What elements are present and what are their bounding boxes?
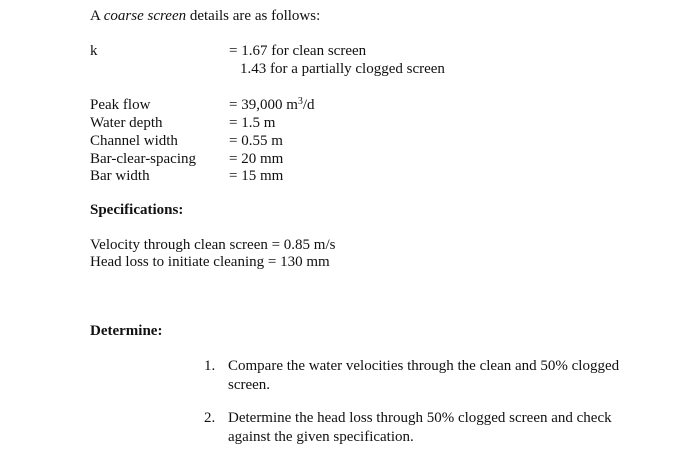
param-value: = 0.55 m xyxy=(229,133,283,149)
param-label: Bar width xyxy=(90,168,150,184)
k-value-clogged: 1.43 for a partially clogged screen xyxy=(240,61,445,77)
question-number: 2. xyxy=(204,410,216,426)
question-1 xyxy=(204,357,644,397)
specifications-heading: Specifications: xyxy=(90,202,184,218)
k-value-clean: = 1.67 for clean screen xyxy=(229,43,367,59)
intro-prefix: A xyxy=(90,8,104,24)
param-label: Water depth xyxy=(90,115,163,131)
param-value: = 39,000 $m^3/d$ xyxy=(229,96,315,113)
spec-line-head-loss: Head loss to initiate cleaning = 130 mm xyxy=(90,254,330,270)
question-text: Determine the head loss through 50% clogged screen and check against the given specification. xyxy=(228,410,612,445)
k-label: k xyxy=(90,43,98,59)
param-label: Channel width xyxy=(90,133,178,149)
param-label: Bar-clear-spacing xyxy=(90,151,197,167)
intro-line xyxy=(90,7,320,25)
intro-suffix: details are as follows: xyxy=(186,8,321,24)
question-text: Compare the water velocities through the clean and 50% clogged screen. xyxy=(228,358,620,393)
intro-italic: coarse screen xyxy=(103,8,187,24)
determine-heading: Determine: xyxy=(90,323,163,339)
spec-line-velocity: Velocity through clean screen = 0.85 m/s xyxy=(90,237,336,253)
question-2 xyxy=(204,409,644,449)
param-value: = 1.5 m xyxy=(229,115,276,131)
superscript: 3 xyxy=(297,96,303,107)
param-value: = 20 mm xyxy=(229,151,284,167)
param-label: Peak flow xyxy=(90,97,151,113)
param-value: = 15 mm xyxy=(229,168,284,184)
question-number: 1. xyxy=(204,358,216,374)
